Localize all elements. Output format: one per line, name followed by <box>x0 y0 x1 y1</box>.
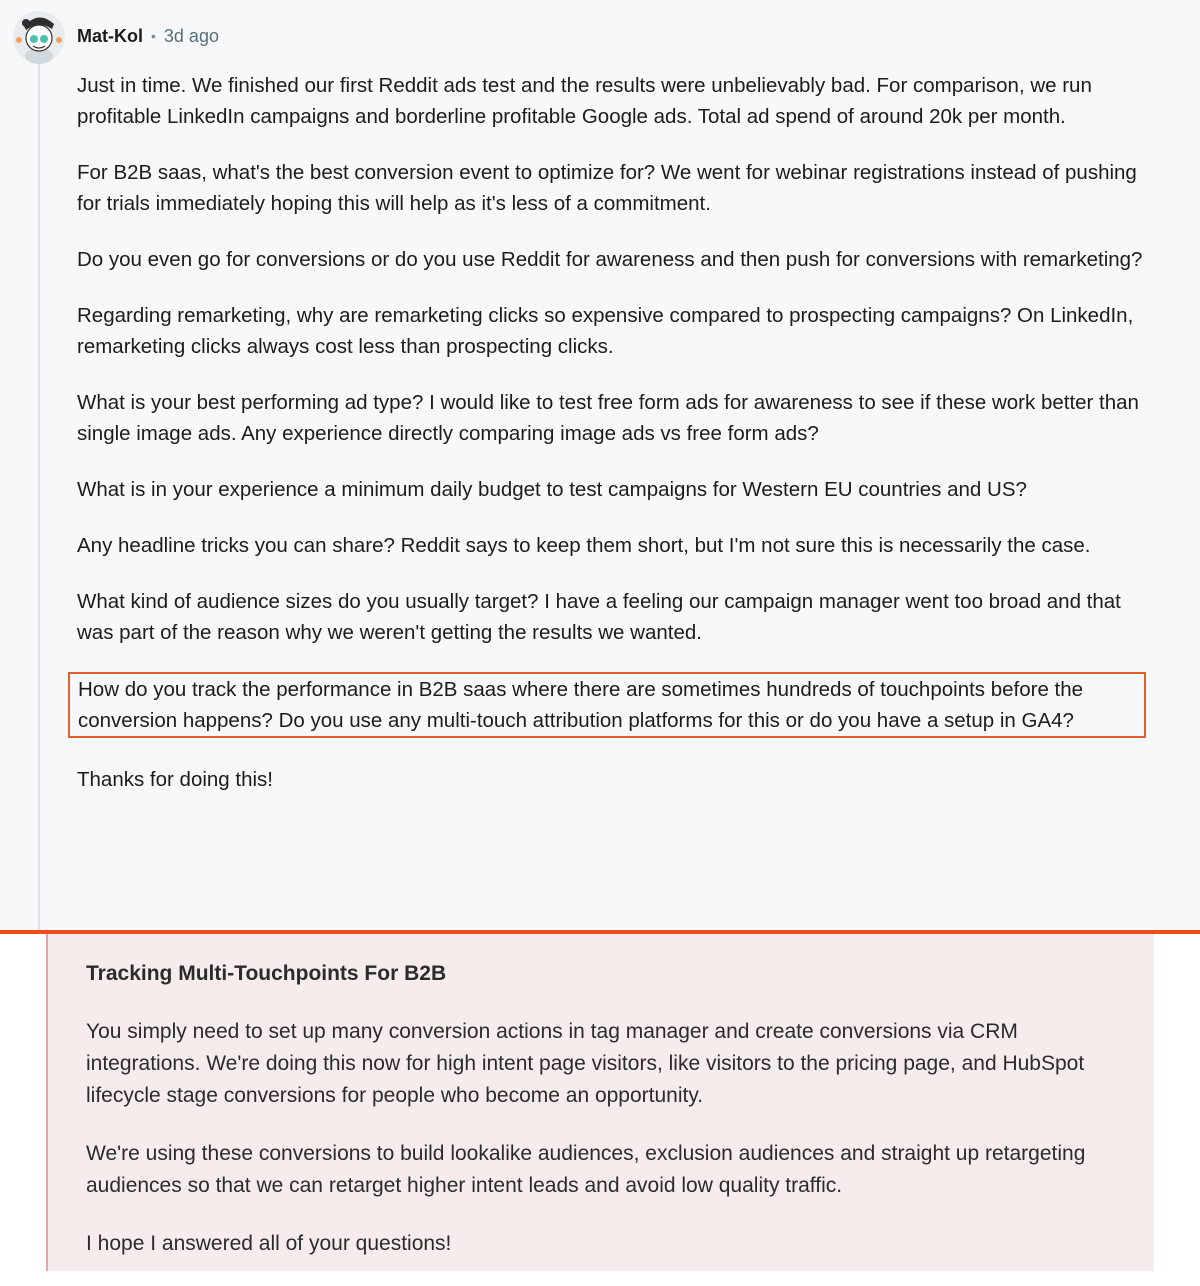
reply-title: Tracking Multi-Touchpoints For B2B <box>86 962 447 985</box>
comment-paragraph: What is your best performing ad type? I would like to test free form ads for awareness to see if these work better than single image ads. Any experience directly comparing image ads vs free form ads? <box>77 391 1139 445</box>
snoo-avatar-icon[interactable] <box>12 10 66 64</box>
comment-paragraph: Any headline tricks you can share? Reddit says to keep them short, but I'm not sure this is necessarily the case. <box>77 534 1091 557</box>
comment-paragraph: Do you even go for conversions or do you use Reddit for awareness and then push for conversions with remarketing? <box>77 248 1143 271</box>
comment-paragraph: Thanks for doing this! <box>77 768 273 791</box>
comment-body <box>77 70 1152 820</box>
timestamp[interactable]: 3d ago <box>163 25 219 46</box>
comment-paragraph: Just in time. We finished our first Reddit ads test and the results were unbelievably bad. For comparison, we run profitable LinkedIn campaigns and borderline profitable Google ads. Total ad spend of around 20k per month. <box>77 74 1092 128</box>
reply-paragraph: We're using these conversions to build lookalike audiences, exclusion audiences and straight up retargeting audiences so that we can retarget higher intent leads and avoid low quality traffic. <box>86 1142 1086 1197</box>
comment-paragraph: What kind of audience sizes do you usually target? I have a feeling our campaign manager went too broad and that was part of the reason why we weren't getting the results we wanted. <box>77 590 1121 644</box>
comment-paragraph: For B2B saas, what's the best conversion event to optimize for? We went for webinar registrations instead of pushing for trials immediately hoping this will help as it's less of a commitment. <box>77 161 1137 215</box>
meta-separator: • <box>151 28 156 44</box>
reply-body <box>86 958 1136 1286</box>
reply-paragraph: You simply need to set up many conversion actions in tag manager and create conversions via CRM integrations. We're doing this now for high intent page visitors, like visitors to the pricing page, and HubSpot lifecycle stage conversions for people who become an opportunity. <box>86 1020 1085 1107</box>
thread-line[interactable] <box>38 62 40 930</box>
reply-card <box>46 934 1154 1271</box>
comment-meta <box>77 24 219 48</box>
highlighted-question: How do you track the performance in B2B saas where there are sometimes hundreds of touchpoints before the conversion happens? Do you use any multi-touch attribution platforms for this or do you have a setup in GA4? <box>68 672 1146 738</box>
comment-paragraph: Regarding remarketing, why are remarketing clicks so expensive compared to prospecting campaigns? On LinkedIn, remarketing clicks always cost less than prospecting clicks. <box>77 304 1134 358</box>
username-link[interactable]: Mat-Kol <box>77 25 143 46</box>
reply-paragraph: I hope I answered all of your questions! <box>86 1232 452 1255</box>
comment-paragraph: What is in your experience a minimum daily budget to test campaigns for Western EU countries and US? <box>77 478 1027 501</box>
